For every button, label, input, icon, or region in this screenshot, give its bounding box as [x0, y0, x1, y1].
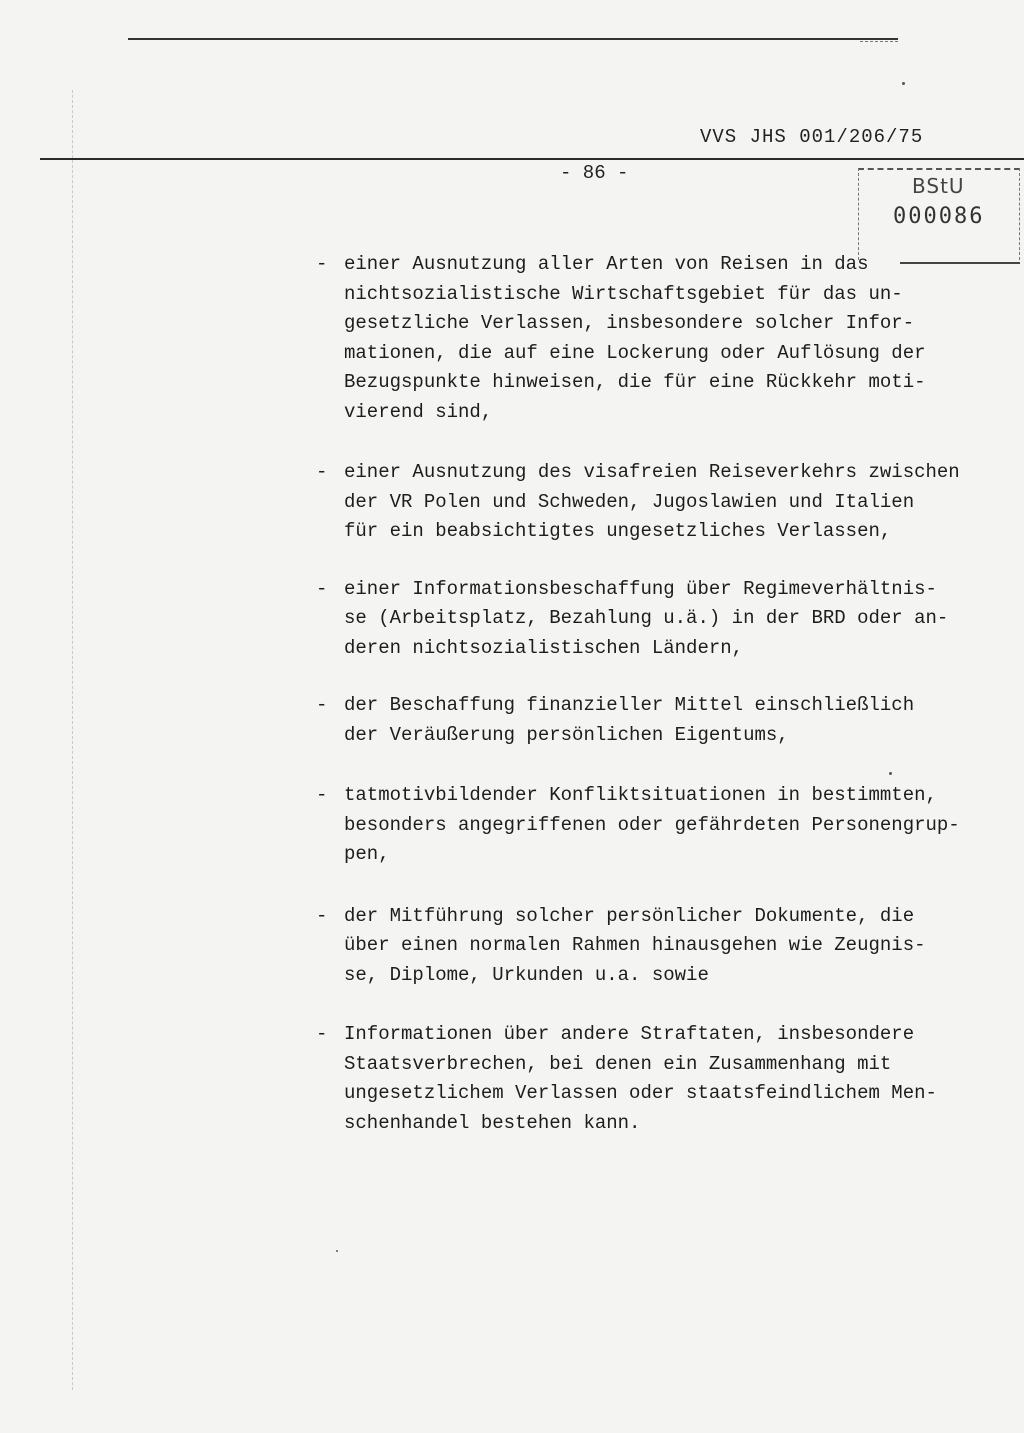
list-item-dash: -: [316, 1023, 328, 1045]
text-line: se (Arbeitsplatz, Bezahlung u.ä.) in der BRD oder an-: [344, 607, 949, 629]
list-item-text: [344, 902, 1016, 991]
text-line: Bezugspunkte hinweisen, die für eine Rückkehr moti-: [344, 371, 926, 393]
text-line: besonders angegriffenen oder gefährdeten Personengrup-: [344, 813, 960, 836]
text-line: der Beschaffung finanzieller Mittel einschließlich: [344, 694, 915, 716]
scan-speck: [336, 1250, 338, 1252]
list-item-dash: -: [316, 577, 328, 600]
list-item-dash: -: [316, 694, 328, 716]
page-number: - 86 -: [560, 162, 629, 184]
list-item-text: [344, 250, 1016, 427]
document-reference: VVS JHS 001/206/75: [700, 126, 924, 148]
text-line: Informationen über andere Straftaten, insbesondere: [344, 1023, 915, 1045]
list-item: [316, 781, 1016, 870]
list-item: [316, 902, 1016, 991]
list-item: [316, 691, 1016, 750]
list-item-dash: -: [316, 784, 328, 806]
header-rule: [40, 158, 1024, 160]
text-line: mationen, die auf eine Lockerung oder Auflösung der: [344, 341, 926, 364]
text-line: schenhandel bestehen kann.: [344, 1111, 641, 1134]
text-line: gesetzliche Verlassen, insbesondere solcher Infor-: [344, 312, 915, 334]
list-item-text: [344, 1020, 1016, 1138]
margin-line: [72, 90, 73, 1390]
text-line: deren nichtsozialistischen Ländern,: [344, 636, 744, 659]
text-line: der Veräußerung persönlichen Eigentums,: [344, 723, 789, 746]
text-line: einer Ausnutzung aller Arten von Reisen in das: [344, 253, 869, 275]
text-line: einer Ausnutzung des visafreien Reiseverkehrs zwischen: [344, 461, 960, 483]
stamp-number: 000086: [893, 204, 985, 229]
text-line: se, Diplome, Urkunden u.a. sowie: [344, 963, 709, 986]
text-line: der Mitführung solcher persönlicher Dokumente, die: [344, 904, 915, 927]
list-item: [316, 1020, 1016, 1138]
text-line: ungesetzlichem Verlassen oder staatsfeindlichem Men-: [344, 1082, 937, 1104]
text-line: pen,: [344, 843, 390, 865]
list-item: [316, 458, 1016, 547]
list-item-dash: -: [316, 461, 328, 483]
stamp-label: BStU: [912, 174, 965, 198]
text-line: einer Informationsbeschaffung über Regimeverhältnis-: [344, 577, 937, 600]
text-line: vierend sind,: [344, 400, 493, 423]
top-rule-tail: [860, 41, 898, 42]
text-line: der VR Polen und Schweden, Jugoslawien und Italien: [344, 490, 915, 513]
list-item: [316, 575, 1016, 664]
scan-speck: [902, 82, 905, 85]
list-item-text: [344, 575, 1016, 664]
list-item-dash: -: [316, 253, 328, 275]
scan-speck: [889, 772, 892, 775]
list-item-text: [344, 781, 1016, 870]
text-line: nichtsozialistische Wirtschaftsgebiet für das un-: [344, 282, 903, 305]
list-item-dash: -: [316, 904, 328, 927]
text-line: für ein beabsichtigtes ungesetzliches Verlassen,: [344, 520, 892, 542]
text-line: über einen normalen Rahmen hinausgehen wie Zeugnis-: [344, 934, 926, 956]
text-line: Staatsverbrechen, bei denen ein Zusammenhang mit: [344, 1052, 892, 1075]
list-item-text: [344, 458, 1016, 547]
bullet-list: [316, 250, 1016, 1138]
top-rule: [128, 38, 898, 40]
text-line: tatmotivbildender Konfliktsituationen in bestimmten,: [344, 784, 937, 806]
list-item-text: [344, 691, 1016, 750]
list-item: [316, 250, 1016, 427]
